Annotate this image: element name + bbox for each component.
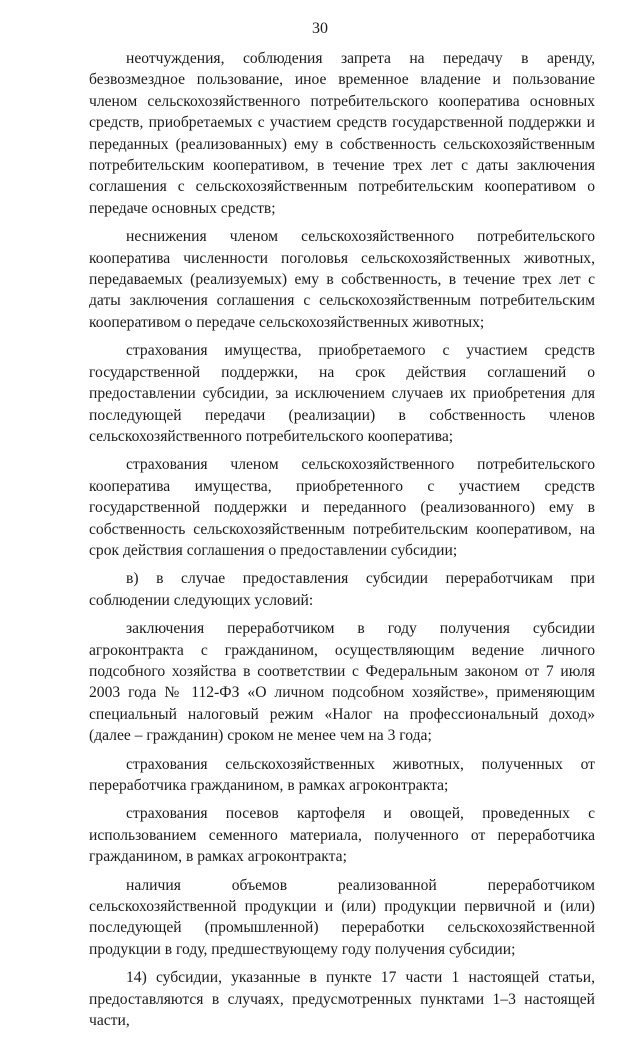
paragraph-5: в) в случае предоставления субсидии переработчикам при соблюдении следующих условий: [89,570,595,609]
page-number: 30 [312,20,328,37]
document-body [89,48,595,1038]
paragraph-6: заключения переработчиком в году получения субсидии агроконтракта с гражданином, осуществляющим ведение личного подсобного хозяйства в соответствии с Федеральным законом от 7 июля 2003 года № 112-ФЗ «О личном подсобном хозяйстве», применяющим специальный налоговый режим «Налог на профессиональный доход» (далее – гражданин) сроком не менее чем на 3 года; [89,620,595,745]
paragraph-1: неотчуждения, соблюдения запрета на передачу в аренду, безвозмездное пользование, иное временное владение и пользование членом сельскохозяйственного потребительского кооператива основных средств, приобретаемых с участием средств государственной поддержки и переданных (реализованных) ему в собственность сельскохозяйственным потребительским кооперативом, в течение трех лет с даты заключения соглашения с сельскохозяйственным потребительским кооперативом о передаче основных средств; [89,50,595,217]
paragraph-9: наличия объемов реализованной переработчиком сельскохозяйственной продукции и (или) продукции первичной и (или) последующей (промышленной) переработки сельскохозяйственной продукции в году, предшествующему году получения субсидии; [89,876,595,958]
paragraph-2: неснижения членом сельскохозяйственного потребительского кооператива численности поголовья сельскохозяйственных животных, передаваемых (реализуемых) ему в собственность, в течение трех лет с даты заключения соглашения с сельскохозяйственным потребительским кооперативом о передаче сельскохозяйственных животных; [89,228,595,331]
paragraph-4: страхования членом сельскохозяйственного потребительского кооператива имущества, приобретенного с участием средств государственной поддержки и переданного (реализованного) ему в собственность сельскохозяйственным потребительским кооперативом, на срок действия соглашения о предоставлении субсидии; [89,456,595,559]
paragraph-8: страхования посевов картофеля и овощей, проведенных с использованием семенного материала, полученного от переработчика гражданином, в рамках агроконтракта; [89,805,595,866]
paragraph-7: страхования сельскохозяйственных животных, полученных от переработчика гражданином, в рамках агроконтракта; [89,755,595,794]
paragraph-3: страхования имущества, приобретаемого с участием средств государственной поддержки, на срок действия соглашений о предоставлении субсидии, за исключением случаев их приобретения для последующей передачи (реализации) в собственность членов сельскохозяйственного потребительского кооператива; [89,342,595,445]
paragraph-10: 14) субсидии, указанные в пункте 17 части 1 настоящей статьи, предоставляются в случаях, предусмотренных пунктами 1–3 настоящей части, [89,969,595,1030]
